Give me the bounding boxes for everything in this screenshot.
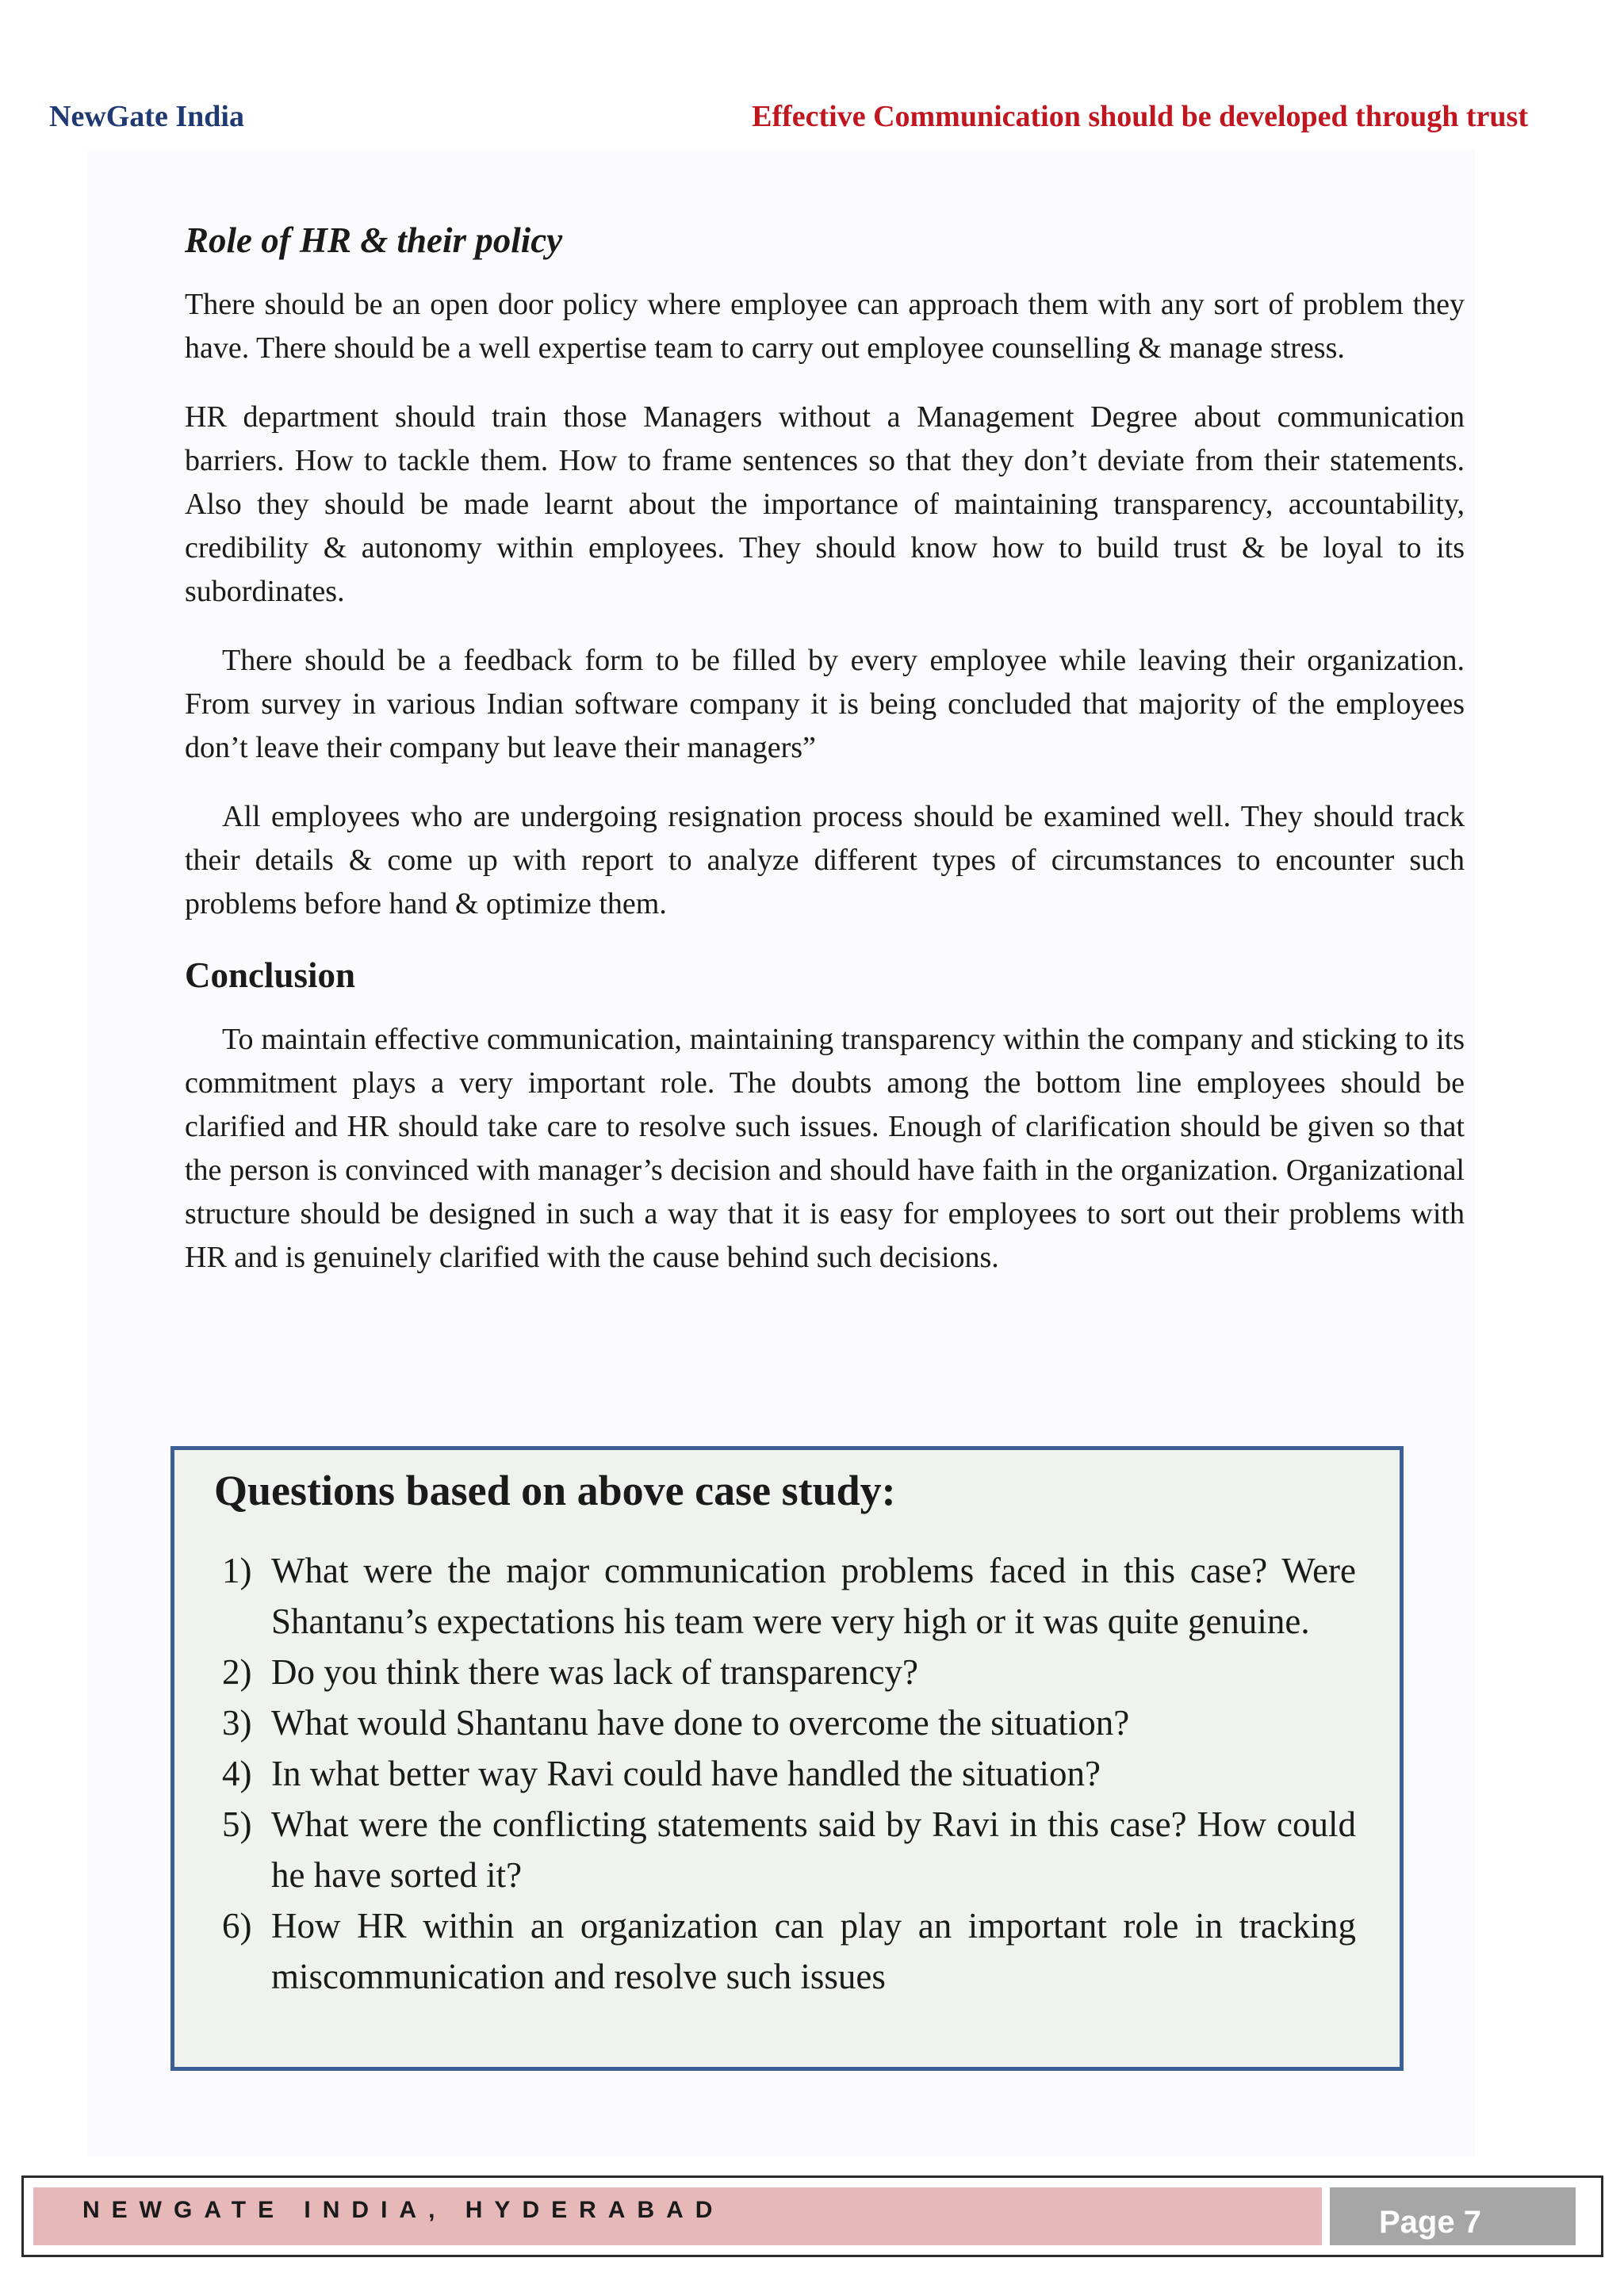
question-item — [222, 1900, 1356, 2002]
questions-list — [222, 1545, 1356, 2002]
footer-org-label: NEWGATE INDIA, HYDERABAD — [82, 2197, 725, 2223]
question-number: 4) — [222, 1754, 252, 1793]
question-text: How HR within an organization can play an important role in tracking miscommunication and resolve such issues — [271, 1906, 1356, 1996]
question-text: What would Shantanu have done to overcome the situation? — [271, 1703, 1130, 1743]
section-heading-hr-role: Role of HR & their policy — [185, 220, 563, 260]
paragraph: HR department should train those Managers without a Management Degree about communication barriers. How to tackle them. How to frame sentences so that they don’t deviate from their statements. Also they should be made learnt about the importance of maintaining transparency, accountability, credibility & autonomy within employees. They should know how to build trust & be loyal to its subordinates. — [185, 400, 1465, 608]
question-number: 3) — [222, 1703, 252, 1743]
question-text: Do you think there was lack of transparency? — [271, 1652, 918, 1692]
question-text: In what better way Ravi could have handled the situation? — [271, 1754, 1101, 1793]
questions-box — [170, 1446, 1404, 2071]
question-number: 2) — [222, 1652, 252, 1692]
question-number: 1) — [222, 1551, 252, 1590]
paragraph: There should be a feedback form to be filled by every employee while leaving their organization. From survey in various Indian software company it is being concluded that majority of the employees don’t leave their company but leave their managers” — [185, 644, 1465, 764]
conclusion-paragraph: To maintain effective communication, maintaining transparency within the company and sticking to its commitment plays a very important role. The doubts among the bottom line employees should be clarified and HR should take care to resolve such issues. Enough of clarification should be given so that the person is convinced with manager’s decision and should have faith in the organization. Organizational structure should be designed in such a way that it is easy for employees to sort out their problems with HR and is genuinely clarified with the cause behind such decisions. — [185, 1023, 1465, 1274]
paragraph: All employees who are undergoing resignation process should be examined well. They should track their details & come up with report to analyze different types of circumstances to encounter such problems before hand & optimize them. — [185, 800, 1465, 920]
header-org-name: NewGate India — [49, 100, 244, 133]
question-item — [222, 1748, 1356, 1799]
paragraph: There should be an open door policy where employee can approach them with any sort of problem they have. There should be a well expertise team to carry out employee counselling & manage stress. — [185, 288, 1465, 365]
question-number: 6) — [222, 1906, 252, 1946]
page-footer — [21, 2175, 1603, 2257]
header-document-title: Effective Communication should be developed through trust — [752, 100, 1528, 133]
footer-org-band — [33, 2187, 1322, 2245]
question-text: What were the major communication problems faced in this case? Were Shantanu’s expectations his team were very high or it was quite genuine. — [271, 1551, 1356, 1641]
section-heading-conclusion: Conclusion — [185, 955, 356, 995]
question-number: 5) — [222, 1804, 252, 1844]
questions-title: Questions based on above case study: — [214, 1467, 896, 1514]
question-item — [222, 1697, 1356, 1748]
footer-page-band — [1330, 2187, 1576, 2245]
question-item — [222, 1799, 1356, 1900]
question-item — [222, 1545, 1356, 1647]
question-text: What were the conflicting statements said by Ravi in this case? How could he have sorted it? — [271, 1804, 1356, 1895]
question-item — [222, 1647, 1356, 1697]
main-content — [185, 220, 1465, 1305]
page-number: Page 7 — [1379, 2205, 1481, 2240]
